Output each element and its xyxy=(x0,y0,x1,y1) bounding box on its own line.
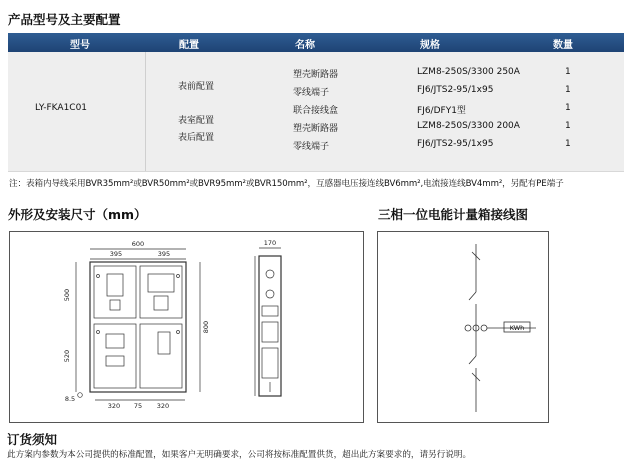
group-post-meter: 表后配置 xyxy=(178,133,215,143)
row-4-qty: 1 xyxy=(565,121,571,131)
dim-height-lower: 520 xyxy=(63,349,71,363)
dim-total-width: 600 xyxy=(131,240,145,248)
header-name: 名称 xyxy=(295,40,315,51)
row-2-name: 零线端子 xyxy=(293,88,330,98)
row-1-spec: LZM8-250S/3300 250A xyxy=(417,67,520,77)
wire-note: 注：表箱内导线采用BVR35mm²或BVR50mm²或BVR95mm²或BVR150mm²，互感器电压接连线BV6mm²,电流接连线BV4mm²，另配有PE端子 xyxy=(9,179,564,189)
table-header xyxy=(8,33,624,52)
row-3-name: 联合接线盒 xyxy=(293,106,339,116)
row-5-qty: 1 xyxy=(565,139,571,149)
row-3-spec: FJ6/DFY1型 xyxy=(417,106,466,116)
page-title: 产品型号及主要配置 xyxy=(8,12,121,27)
row-2-spec: FJ6/JTS2-95/1x95 xyxy=(417,85,494,95)
row-4-spec: LZM8-250S/3300 200A xyxy=(417,121,520,131)
wiring-title: 三相一位电能计量箱接线图 xyxy=(378,207,529,222)
row-5-name: 零线端子 xyxy=(293,142,330,152)
config-table xyxy=(8,52,624,172)
model-cell: LY-FKA1C01 xyxy=(35,103,88,113)
wiring-diagram xyxy=(377,231,549,423)
dimension-svg xyxy=(10,232,363,422)
row-1-name: 塑壳断路器 xyxy=(293,70,339,80)
group-meter-room: 表室配置 xyxy=(178,116,215,126)
row-4-name: 塑壳断路器 xyxy=(293,124,339,134)
dim-upper-left: 395 xyxy=(109,250,123,258)
row-5-spec: FJ6/JTS2-95/1x95 xyxy=(417,139,494,149)
group-pre-meter: 表前配置 xyxy=(178,82,215,92)
dim-upper-right: 395 xyxy=(157,250,171,258)
dim-bottom-gap: 75 xyxy=(133,402,143,410)
wiring-svg xyxy=(378,232,548,422)
row-1-qty: 1 xyxy=(565,67,571,77)
dim-height-total: 800 xyxy=(202,320,210,334)
header-qty: 数量 xyxy=(553,40,573,51)
dim-bottom-left: 320 xyxy=(107,402,121,410)
row-2-qty: 1 xyxy=(565,85,571,95)
dim-bottom-right: 320 xyxy=(156,402,170,410)
header-config: 配置 xyxy=(179,40,199,51)
dim-hole: 8.5 xyxy=(64,395,76,403)
meter-label: KWh xyxy=(509,324,525,332)
header-model: 型号 xyxy=(70,40,90,51)
dim-depth: 170 xyxy=(263,239,277,247)
dim-height-upper: 500 xyxy=(63,288,71,302)
order-title: 订货须知 xyxy=(7,432,58,447)
row-3-qty: 1 xyxy=(565,103,571,113)
order-note: 此方案内参数为本公司提供的标准配置，如果客户无明确要求，公司将按标准配置供货，超出此方案要求的，请另行说明。 xyxy=(7,450,472,460)
dimension-drawing xyxy=(9,231,364,423)
dimensions-title: 外形及安装尺寸（mm） xyxy=(8,207,147,222)
header-spec: 规格 xyxy=(420,40,440,51)
